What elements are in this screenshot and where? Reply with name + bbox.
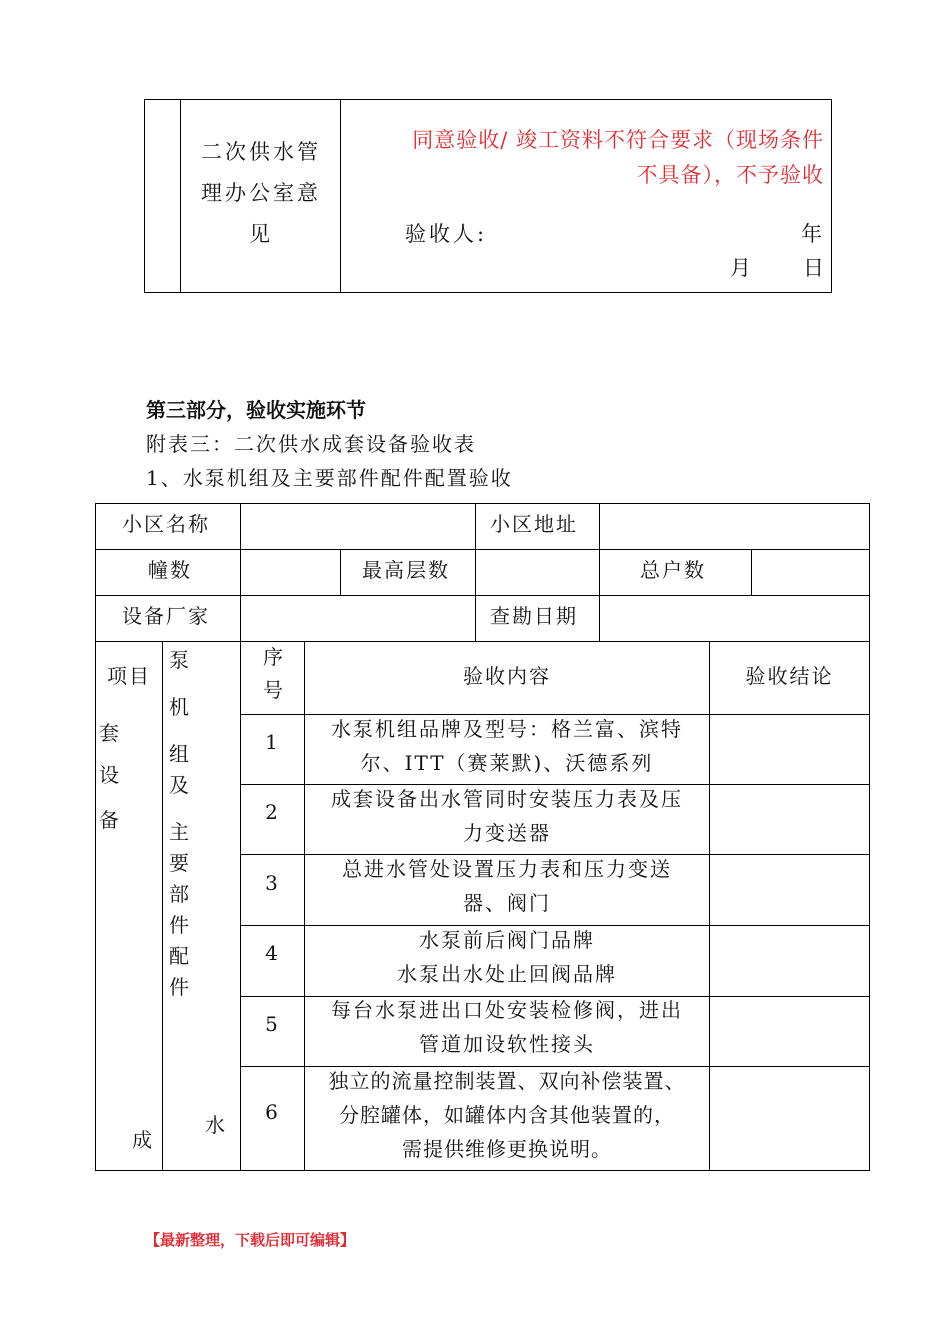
- row-number: 1: [265, 730, 280, 754]
- community-address-label: 小区地址: [490, 512, 578, 536]
- table-border: [95, 503, 870, 504]
- table-border: [95, 1170, 870, 1171]
- content-header: 验收内容: [463, 664, 551, 688]
- day-label: 日: [803, 256, 824, 280]
- row-number: 2: [265, 800, 280, 824]
- item-header: 项目: [107, 664, 151, 688]
- label-line: 见: [249, 222, 273, 246]
- content-line: 需提供维修更换说明。: [402, 1137, 612, 1161]
- pump-char: 及: [169, 773, 189, 797]
- month-label: 月: [730, 256, 751, 280]
- pump-char: 组: [169, 742, 189, 766]
- row-line: [95, 595, 870, 596]
- community-name-label: 小区名称: [122, 512, 210, 536]
- pump-char: 件: [169, 913, 189, 937]
- table-divider: [180, 99, 181, 293]
- table-border: [95, 503, 96, 1171]
- pump-char: 主: [169, 820, 189, 844]
- row-line: [95, 549, 870, 550]
- col-line: [599, 549, 600, 596]
- side-char: 备: [99, 808, 119, 832]
- col-line: [599, 503, 600, 550]
- content-line: 尔、ITT（赛莱默)、沃德系列: [360, 751, 654, 775]
- content-line: 水泵出水处止回阀品牌: [397, 962, 617, 986]
- row-content: [305, 852, 709, 920]
- col-line: [475, 503, 476, 550]
- seq-header-char: 序: [263, 645, 283, 669]
- col-line: [240, 503, 241, 642]
- content-line: 水泵前后阀门品牌: [419, 928, 595, 952]
- col-line: [240, 641, 241, 1171]
- footer-note: 【最新整理，下载后即可编辑】: [145, 1231, 356, 1249]
- col-line: [475, 595, 476, 642]
- pump-char: 件: [169, 975, 189, 999]
- table-border: [869, 503, 870, 1171]
- seq-header-char: 号: [263, 678, 283, 702]
- row-content: [305, 993, 709, 1061]
- part-heading: 第三部分，验收实施环节: [146, 398, 366, 422]
- content-line: 水泵机组品牌及型号：格兰富、滨特: [331, 717, 683, 741]
- opinion-line-2: 不具备），不予验收: [636, 163, 824, 187]
- col-line: [475, 549, 476, 596]
- side-char: 套: [99, 721, 119, 745]
- content-line: 管道加设软性接头: [419, 1032, 595, 1056]
- pump-char: 要: [169, 851, 189, 875]
- side-char-cheng: 成: [132, 1128, 152, 1152]
- row-content: [305, 923, 709, 991]
- content-line: 力变送器: [463, 821, 551, 845]
- conclusion-header: 验收结论: [745, 664, 834, 688]
- row-number: 4: [265, 941, 280, 965]
- row-number: 5: [265, 1012, 280, 1036]
- opinion-line-1: 同意验收/ 竣工资料不符合要求（现场条件: [412, 128, 824, 152]
- content-line: 成套设备出水管同时安装压力表及压: [331, 787, 683, 811]
- row-line: [95, 641, 870, 642]
- pump-char: 机: [169, 695, 189, 719]
- col-line: [340, 549, 341, 596]
- pump-char: 部: [169, 882, 189, 906]
- table-divider: [340, 99, 341, 293]
- max-floors-label: 最高层数: [362, 558, 450, 582]
- col-line: [709, 641, 710, 1171]
- col-line: [751, 549, 752, 596]
- col-line: [599, 595, 600, 642]
- inspector-label: 验收人:: [405, 222, 488, 246]
- row-content: [305, 712, 709, 780]
- manufacturer-label: 设备厂家: [122, 604, 210, 628]
- households-label: 总户数: [640, 558, 706, 582]
- appendix-heading: 附表三：二次供水成套设备验收表: [146, 432, 476, 456]
- content-line: 独立的流量控制装置、双向补偿装置、: [328, 1069, 686, 1093]
- row-number: 6: [265, 1100, 280, 1124]
- pump-char: 泵: [169, 648, 189, 672]
- col-line: [162, 641, 163, 1171]
- content-line: 总进水管处设置压力表和压力变送: [342, 857, 672, 881]
- content-line: 分腔罐体，如罐体内含其他装置的，: [339, 1103, 675, 1127]
- row-number: 3: [265, 871, 280, 895]
- office-opinion-label: [182, 132, 340, 255]
- buildings-label: 幢数: [148, 558, 192, 582]
- label-line: 二次供水管: [201, 140, 321, 164]
- content-line: 每台水泵进出口处安装检修阀，进出: [331, 998, 683, 1022]
- row-content: [305, 1064, 709, 1166]
- subsection-heading: 1、水泵机组及主要部件配件配置验收: [146, 466, 513, 490]
- label-line: 理办公室意: [201, 181, 321, 205]
- side-char: 设: [99, 763, 119, 787]
- row-content: [305, 782, 709, 850]
- pump-char: 配: [169, 944, 189, 968]
- survey-date-label: 查勘日期: [490, 604, 578, 628]
- year-label: 年: [801, 222, 822, 246]
- content-line: 器、阀门: [463, 891, 551, 915]
- side-char-shui: 水: [205, 1113, 225, 1137]
